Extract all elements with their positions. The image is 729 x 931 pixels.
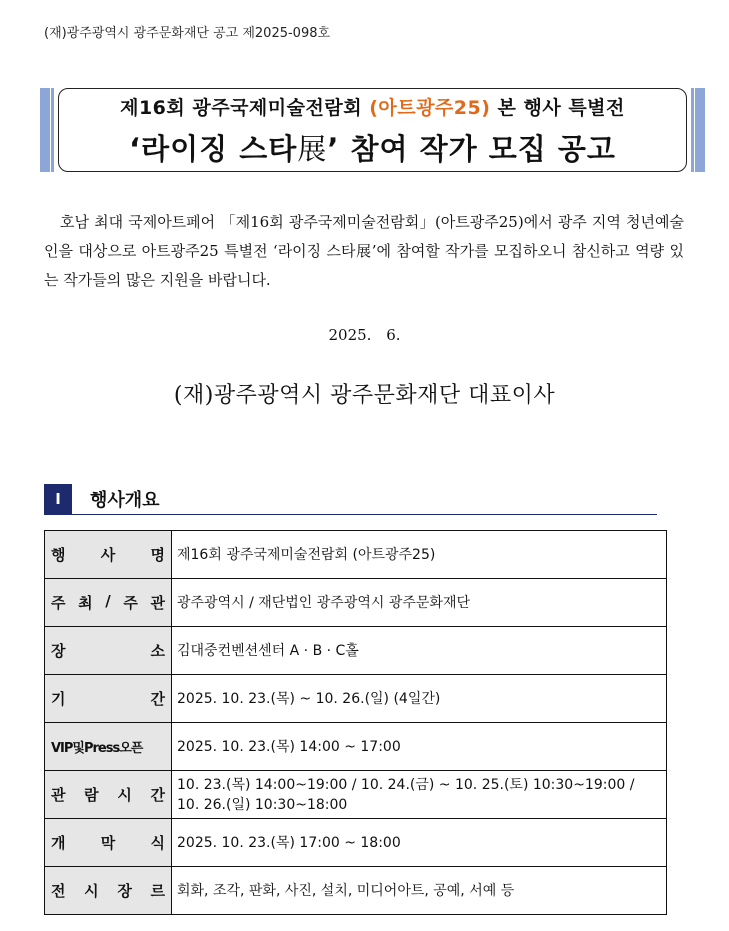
table-row bbox=[45, 723, 667, 771]
row-value: 2025. 10. 23.(목) 14:00 ~ 17:00 bbox=[172, 723, 667, 771]
title-decor-bar bbox=[695, 88, 705, 172]
row-label bbox=[45, 531, 172, 579]
label-char: 주 bbox=[123, 594, 138, 612]
title-exhibition-char: 展 bbox=[297, 132, 328, 166]
table-row bbox=[45, 819, 667, 867]
signer: (재)광주광역시 광주문화재단 대표이사 bbox=[173, 383, 556, 408]
title-line-2-prefix: ‘라이징 스타 bbox=[129, 132, 298, 166]
title-decor-bar bbox=[40, 88, 50, 172]
label-char: 관 bbox=[51, 786, 66, 804]
document-number: (재)광주광역시 광주문화재단 공고 제2025-098호 bbox=[44, 26, 331, 41]
label-char: 장 bbox=[117, 882, 132, 900]
title-frame bbox=[58, 88, 687, 172]
label-char: 명 bbox=[150, 546, 165, 564]
row-label bbox=[45, 723, 172, 771]
table-row bbox=[45, 867, 667, 915]
row-value: 김대중컨벤션센터 A · B · C홀 bbox=[172, 627, 667, 675]
label-char: 람 bbox=[84, 786, 99, 804]
table-row bbox=[45, 531, 667, 579]
label-char: 기 bbox=[51, 690, 66, 708]
title-line-1 bbox=[59, 93, 686, 120]
event-overview-table bbox=[44, 530, 667, 915]
label-char: 최 bbox=[78, 594, 93, 612]
label-char: 사 bbox=[100, 546, 116, 564]
row-label bbox=[45, 819, 172, 867]
table-row bbox=[45, 771, 667, 819]
label-char: 개 bbox=[51, 834, 66, 852]
row-value: 제16회 광주국제미술전람회 (아트광주25) bbox=[172, 531, 667, 579]
row-label bbox=[45, 675, 172, 723]
label-char: 행 bbox=[51, 546, 66, 564]
label-text: VIP및Press오픈 bbox=[51, 741, 143, 756]
section-number: Ⅰ bbox=[44, 484, 72, 514]
title-decor-bar bbox=[51, 88, 54, 172]
title-box bbox=[40, 88, 705, 172]
label-char: 주 bbox=[51, 594, 66, 612]
title-line-2 bbox=[59, 127, 686, 168]
label-char: 간 bbox=[150, 786, 165, 804]
title-line-2-suffix: ’ 참여 작가 모집 공고 bbox=[327, 132, 616, 166]
label-char: 관 bbox=[150, 594, 165, 612]
value-line: 10. 23.(목) 14:00~19:00 / 10. 24.(금) ~ 10. 25.(토) 10:30~19:00 / bbox=[177, 776, 635, 793]
title-line-1-suffix: 본 행사 특별전 bbox=[490, 97, 625, 119]
label-char: 소 bbox=[150, 642, 165, 660]
announcement-date: 2025. 6. bbox=[328, 326, 401, 344]
label-char: 시 bbox=[117, 786, 132, 804]
label-char: 막 bbox=[100, 834, 116, 852]
row-label bbox=[45, 771, 172, 819]
title-decor-bar bbox=[691, 88, 694, 172]
table-row bbox=[45, 627, 667, 675]
row-label bbox=[45, 867, 172, 915]
label-char: 전 bbox=[51, 882, 66, 900]
label-char: 식 bbox=[150, 834, 165, 852]
value-line: 10. 26.(일) 10:30~18:00 bbox=[177, 796, 348, 813]
label-char: / bbox=[105, 592, 111, 610]
label-char: 르 bbox=[150, 882, 165, 900]
row-value: 2025. 10. 23.(목) 17:00 ~ 18:00 bbox=[172, 819, 667, 867]
label-char: 장 bbox=[51, 642, 66, 660]
intro-text: 호남 최대 국제아트페어 「제16회 광주국제미술전람회」(아트광주25)에서 광주 지역 청년예술인을 대상으로 아트광주25 특별전 ‘라이징 스타展’에 참여할 작가를 모집하오니 참신하고 역량 있는 작가들의 많은 지원을 바랍니다. bbox=[44, 213, 684, 289]
row-label bbox=[45, 579, 172, 627]
intro-paragraph bbox=[44, 208, 684, 295]
table-row bbox=[45, 579, 667, 627]
label-char: 간 bbox=[150, 690, 165, 708]
section-title: 행사개요 bbox=[90, 490, 160, 511]
label-char: 시 bbox=[84, 882, 99, 900]
title-highlight: (아트광주25) bbox=[369, 97, 491, 119]
row-value: 광주광역시 / 재단법인 광주광역시 광주문화재단 bbox=[172, 579, 667, 627]
title-line-1-prefix: 제16회 광주국제미술전람회 bbox=[120, 97, 370, 119]
row-value bbox=[172, 771, 667, 819]
row-label bbox=[45, 627, 172, 675]
table-row bbox=[45, 675, 667, 723]
section-heading bbox=[44, 484, 657, 515]
row-value: 2025. 10. 23.(목) ~ 10. 26.(일) (4일간) bbox=[172, 675, 667, 723]
row-value: 회화, 조각, 판화, 사진, 설치, 미디어아트, 공예, 서예 등 bbox=[172, 867, 667, 915]
